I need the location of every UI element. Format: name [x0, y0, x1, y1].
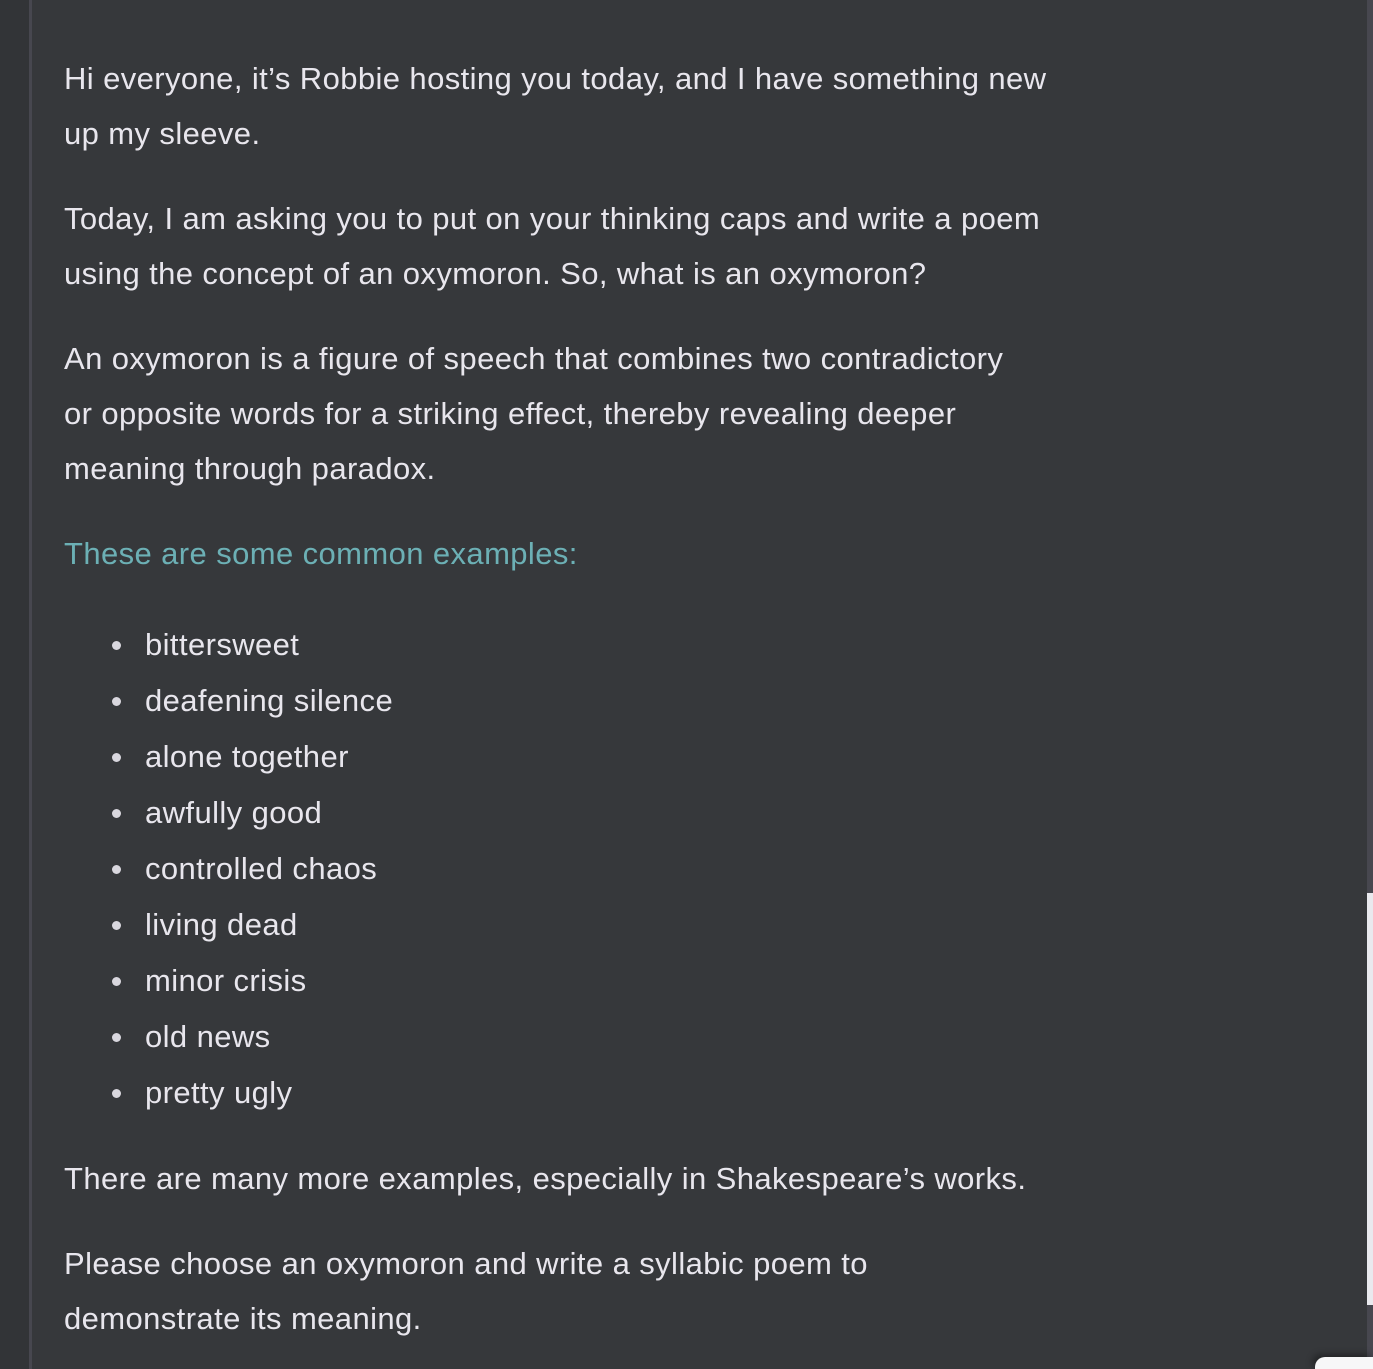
- list-item-label: pretty ugly: [145, 1075, 293, 1110]
- corner-panel[interactable]: [1315, 1357, 1373, 1369]
- list-item-label: bittersweet: [145, 627, 300, 662]
- paragraph-intro: [64, 51, 1304, 161]
- paragraph-line: using the concept of an oxymoron. So, what is an oxymoron?: [64, 256, 927, 291]
- bullet-icon: [112, 921, 121, 930]
- bullet-icon: [112, 753, 121, 762]
- sidebar-divider: [29, 0, 32, 1369]
- examples-list: [64, 617, 1304, 1121]
- list-item: [145, 1065, 1304, 1121]
- list-item: [145, 953, 1304, 1009]
- list-item-label: awfully good: [145, 795, 323, 830]
- paragraph-line: Hi everyone, it’s Robbie hosting you today, and I have something new: [64, 61, 1047, 96]
- paragraph-line: up my sleeve.: [64, 116, 261, 151]
- list-item: [145, 785, 1304, 841]
- bullet-icon: [112, 1033, 121, 1042]
- paragraph-line: There are many more examples, especially in Shakespeare’s works.: [64, 1161, 1027, 1196]
- list-item-label: old news: [145, 1019, 271, 1054]
- bullet-icon: [112, 641, 121, 650]
- paragraph-definition: [64, 331, 1304, 496]
- examples-heading: These are some common examples:: [64, 536, 578, 571]
- list-item-label: living dead: [145, 907, 298, 942]
- list-item-label: alone together: [145, 739, 349, 774]
- paragraph-line: demonstrate its meaning.: [64, 1301, 422, 1336]
- paragraph-line: meaning through paradox.: [64, 451, 436, 486]
- list-item-label: deafening silence: [145, 683, 394, 718]
- bullet-icon: [112, 697, 121, 706]
- list-item: [145, 841, 1304, 897]
- paragraph-instruction: [64, 1236, 1304, 1346]
- paragraph-line: Today, I am asking you to put on your thinking caps and write a poem: [64, 201, 1041, 236]
- paragraph-line: or opposite words for a striking effect, thereby revealing deeper: [64, 396, 957, 431]
- list-item: [145, 897, 1304, 953]
- left-gutter: [0, 0, 29, 1369]
- list-item-label: minor crisis: [145, 963, 307, 998]
- list-item-label: controlled chaos: [145, 851, 378, 886]
- list-item: [145, 617, 1304, 673]
- bullet-icon: [112, 809, 121, 818]
- paragraph-line: Please choose an oxymoron and write a syllabic poem to: [64, 1246, 868, 1281]
- list-item: [145, 729, 1304, 785]
- scrollbar-thumb[interactable]: [1367, 893, 1373, 1305]
- scrollbar[interactable]: [1367, 0, 1373, 1369]
- paragraph-more-examples: [64, 1151, 1304, 1206]
- bullet-icon: [112, 1089, 121, 1098]
- bullet-icon: [112, 865, 121, 874]
- bullet-icon: [112, 977, 121, 986]
- paragraph-task: [64, 191, 1304, 301]
- list-item: [145, 1009, 1304, 1065]
- post-content: [64, 0, 1304, 1346]
- paragraph-line: An oxymoron is a figure of speech that combines two contradictory: [64, 341, 1004, 376]
- list-item: [145, 673, 1304, 729]
